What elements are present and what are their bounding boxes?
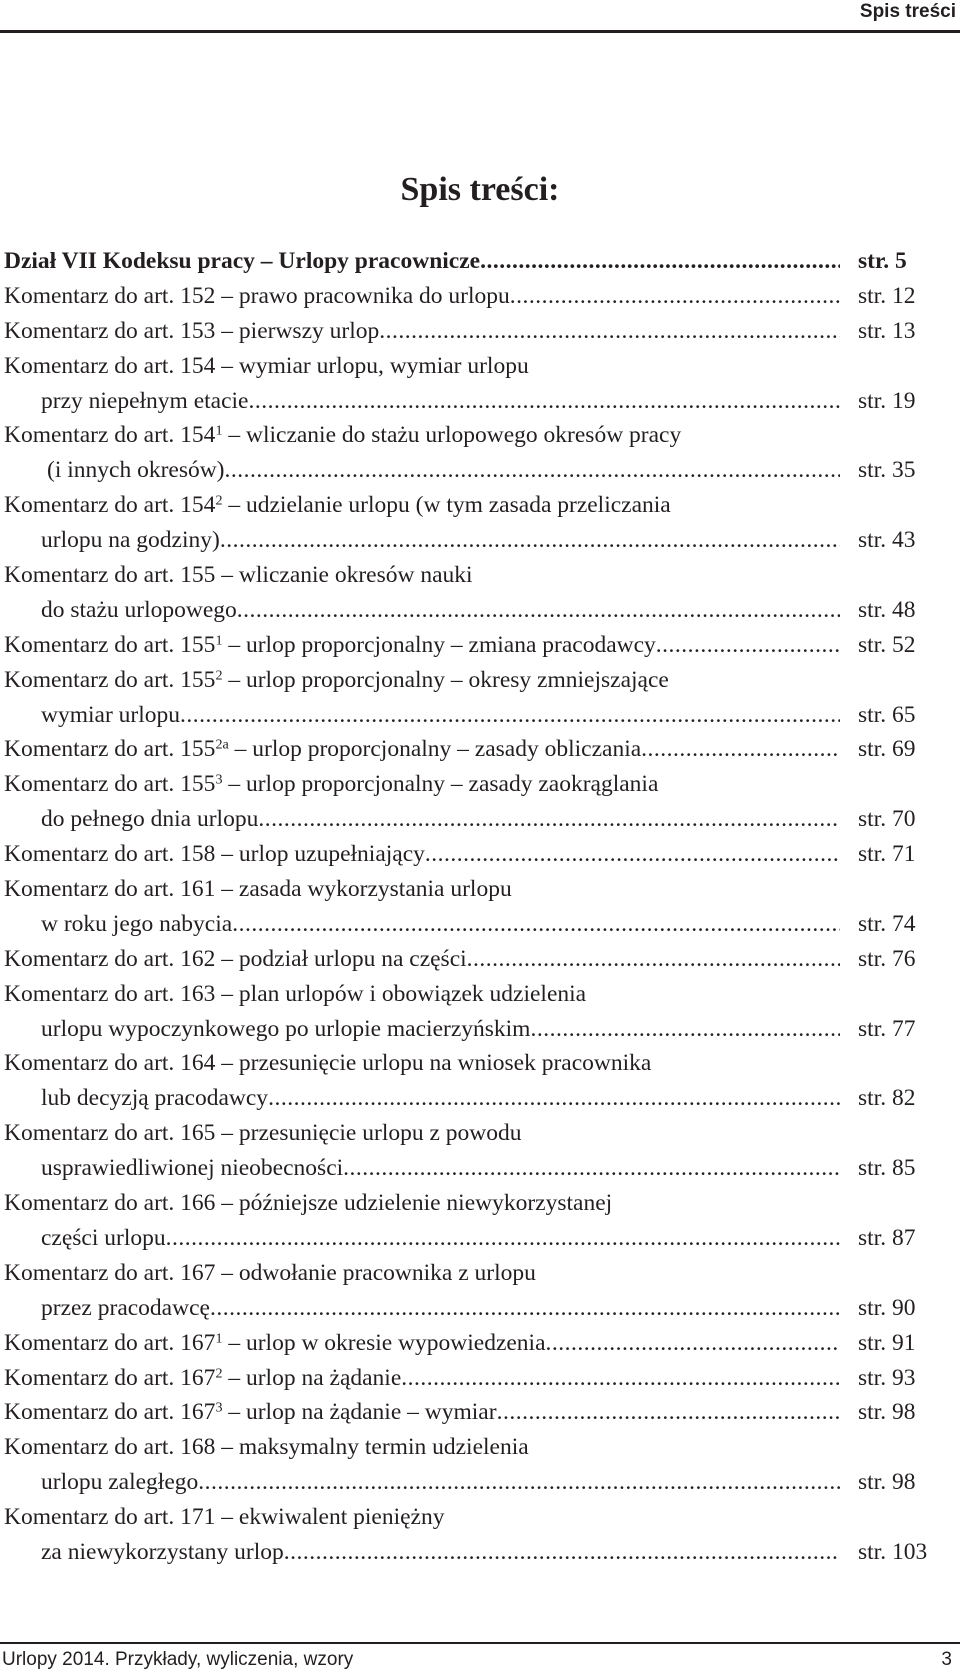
toc-entry-line xyxy=(4,1361,954,1396)
article-superscript: 3 xyxy=(215,771,223,788)
toc-entry-line xyxy=(4,1012,954,1047)
toc-entry xyxy=(4,314,954,349)
toc-entry-text: za niewykorzystany urlop xyxy=(41,1538,284,1565)
dot-leader xyxy=(180,698,840,733)
page-footer xyxy=(0,1648,956,1674)
toc-entry-line xyxy=(4,453,954,488)
toc-entry-line xyxy=(4,279,954,314)
toc-page-number: str. 93 xyxy=(858,1364,916,1391)
toc-entry xyxy=(4,1186,954,1256)
toc-entry-text: Komentarz do art. 164 – przesunięcie urlopu na wniosek pracownika xyxy=(4,1050,652,1077)
toc-page-number: str. 82 xyxy=(858,1085,916,1112)
toc-entry-line xyxy=(4,732,954,767)
footer-publication-title: Urlopy 2014. Przykłady, wyliczenia, wzory xyxy=(2,1649,354,1670)
toc-entry-line xyxy=(4,1116,954,1151)
toc-entry-text: Komentarz do art. 158 – urlop uzupełniający xyxy=(4,841,425,868)
toc-entry-line xyxy=(4,488,954,523)
toc-entry-text: Komentarz do art. 153 – pierwszy urlop xyxy=(4,317,380,344)
dot-leader xyxy=(248,384,840,419)
toc-entry xyxy=(4,418,954,488)
toc-entry-text: do stażu urlopowego xyxy=(41,596,237,623)
toc-entry-line xyxy=(4,523,954,558)
dot-leader xyxy=(379,314,840,349)
toc-entry-line xyxy=(4,942,954,977)
toc-entry-line xyxy=(4,244,954,279)
toc-page-number: str. 87 xyxy=(858,1224,916,1251)
toc-entry xyxy=(4,558,954,628)
page-title: Spis treści: xyxy=(400,171,560,208)
toc-entry xyxy=(4,977,954,1047)
toc-entry-text: Komentarz do art. $155^{2a}$ – urlop proporcjonalny – zasady obliczania xyxy=(4,736,642,763)
article-superscript: 2a xyxy=(215,736,229,753)
toc-page-number: str. 98 xyxy=(858,1399,916,1426)
article-superscript: 1 xyxy=(215,632,223,649)
toc-entry-text: Komentarz do art. 163 – plan urlopów i obowiązek udzielenia xyxy=(4,980,587,1007)
dot-leader xyxy=(467,942,840,977)
toc-entry-text: Komentarz do art. $167^3$ – urlop na żądanie – wymiar xyxy=(4,1399,497,1426)
article-superscript: 2 xyxy=(215,666,223,683)
toc-entry-line xyxy=(4,663,954,698)
toc-page-number: str. 71 xyxy=(858,841,916,868)
dot-leader xyxy=(210,1291,840,1326)
toc-page-number: str. 43 xyxy=(858,527,916,554)
toc-entry-line xyxy=(4,767,954,802)
dot-leader xyxy=(656,628,840,663)
toc-entry-text: Komentarz do art. 152 – prawo pracownika do urlopu xyxy=(4,282,510,309)
toc-entry-line xyxy=(4,1081,954,1116)
toc-entry-text: urlopu na godziny) xyxy=(41,527,220,554)
table-of-contents xyxy=(4,244,954,1570)
toc-entry xyxy=(4,837,954,872)
dot-leader xyxy=(480,244,840,279)
article-superscript: 3 xyxy=(215,1399,223,1416)
toc-entry-text: części urlopu xyxy=(41,1224,166,1251)
toc-entry xyxy=(4,279,954,314)
dot-leader xyxy=(268,1081,840,1116)
toc-entry-text: wymiar urlopu xyxy=(41,701,181,728)
dot-leader xyxy=(258,802,840,837)
dot-leader xyxy=(220,523,840,558)
toc-entry-line xyxy=(4,1535,954,1570)
dot-leader xyxy=(497,1395,840,1430)
toc-entry-text: Komentarz do art. $154^1$ – wliczanie do stażu urlopowego okresów pracy xyxy=(4,422,682,449)
dot-leader xyxy=(237,593,840,628)
toc-entry-text: Komentarz do art. $155^1$ – urlop proporcjonalny – zmiana pracodawcy xyxy=(4,631,656,658)
toc-entry xyxy=(4,767,954,837)
toc-page-number: str. 77 xyxy=(858,1015,916,1042)
toc-entry-text: Komentarz do art. $155^3$ – urlop proporcjonalny – zasady zaokrąglania xyxy=(4,771,659,798)
dot-leader xyxy=(166,1221,840,1256)
toc-entry-line xyxy=(4,1151,954,1186)
toc-entry-line xyxy=(4,1430,954,1465)
toc-entry-line xyxy=(4,802,954,837)
toc-entry xyxy=(4,732,954,767)
toc-entry-text: Komentarz do art. 168 – maksymalny termin udzielenia xyxy=(4,1434,529,1461)
article-superscript: 1 xyxy=(215,422,223,439)
toc-page-number: str. 74 xyxy=(858,910,916,937)
toc-entry-line xyxy=(4,1395,954,1430)
footer-divider xyxy=(0,1642,960,1644)
toc-entry-text: Dział VII Kodeksu pracy – Urlopy pracownicze xyxy=(4,248,481,274)
toc-page-number: str. 12 xyxy=(858,282,916,309)
toc-entry-text: urlopu zaległego xyxy=(41,1469,199,1496)
running-header-title: Spis treści xyxy=(859,1,956,22)
toc-entry-text: usprawiedliwionej nieobecności xyxy=(41,1155,344,1182)
toc-entry xyxy=(4,488,954,558)
toc-page-number: str. 103 xyxy=(858,1538,928,1565)
article-superscript: 1 xyxy=(215,1329,223,1346)
toc-entry xyxy=(4,942,954,977)
dot-leader xyxy=(530,1012,840,1047)
toc-entry-line xyxy=(4,837,954,872)
toc-entry-line xyxy=(4,314,954,349)
toc-entry-text: Komentarz do art. 161 – zasada wykorzystania urlopu xyxy=(4,876,512,903)
toc-page-number: str. 90 xyxy=(858,1294,916,1321)
toc-entry xyxy=(4,1430,954,1500)
toc-entry-text: do pełnego dnia urlopu xyxy=(41,806,259,833)
toc-entry-text: Komentarz do art. $167^1$ – urlop w okresie wypowiedzenia xyxy=(4,1329,546,1356)
header-divider xyxy=(0,30,960,33)
toc-entry xyxy=(4,244,954,279)
dot-leader xyxy=(284,1535,840,1570)
toc-page-number: str. 35 xyxy=(858,457,916,484)
toc-entry xyxy=(4,628,954,663)
toc-entry xyxy=(4,349,954,419)
dot-leader xyxy=(232,907,840,942)
toc-entry-line xyxy=(4,384,954,419)
toc-entry-line xyxy=(4,418,954,453)
toc-entry-line xyxy=(4,1500,954,1535)
toc-entry-text: lub decyzją pracodawcy xyxy=(41,1085,269,1112)
toc-page-number: str. 65 xyxy=(858,701,916,728)
dot-leader xyxy=(425,837,840,872)
toc-entry-line xyxy=(4,1256,954,1291)
toc-entry-line xyxy=(4,907,954,942)
toc-page-number: str. 76 xyxy=(858,945,916,972)
toc-entry-text: Komentarz do art. 166 – późniejsze udzielenie niewykorzystanej xyxy=(4,1190,613,1217)
toc-page-number: str. 70 xyxy=(858,806,916,833)
article-superscript: 2 xyxy=(215,492,223,509)
dot-leader xyxy=(510,279,840,314)
article-superscript: 2 xyxy=(215,1364,223,1381)
toc-entry-text: Komentarz do art. 171 – ekwiwalent pieniężny xyxy=(4,1504,445,1531)
toc-entry-line xyxy=(4,1291,954,1326)
toc-entry-text: Komentarz do art. 165 – przesunięcie urlopu z powodu xyxy=(4,1120,522,1147)
toc-page-number: str. 85 xyxy=(858,1155,916,1182)
toc-page-number: str. 13 xyxy=(858,317,916,344)
toc-page-number: str. 52 xyxy=(858,631,916,658)
toc-entry-line xyxy=(4,349,954,384)
toc-entry-text: Komentarz do art. 162 – podział urlopu na części xyxy=(4,945,467,972)
toc-entry-text: urlopu wypoczynkowego po urlopie macierzyńskim xyxy=(41,1015,531,1042)
toc-page-number: str. 48 xyxy=(858,596,916,623)
toc-entry-text: Komentarz do art. $167^2$ – urlop na żądanie xyxy=(4,1364,402,1391)
toc-page-number: str. 19 xyxy=(858,387,916,414)
toc-entry xyxy=(4,1361,954,1396)
toc-entry-text: w roku jego nabycia xyxy=(41,910,233,937)
toc-entry xyxy=(4,1046,954,1116)
toc-entry-line xyxy=(4,977,954,1012)
toc-entry xyxy=(4,872,954,942)
dot-leader xyxy=(198,1465,840,1500)
toc-entry-text: przy niepełnym etacie xyxy=(41,387,249,414)
dot-leader xyxy=(546,1326,840,1361)
toc-entry-line xyxy=(4,593,954,628)
toc-entry-line xyxy=(4,872,954,907)
toc-entry xyxy=(4,1500,954,1570)
toc-entry-line xyxy=(4,628,954,663)
toc-entry-line xyxy=(4,698,954,733)
toc-page-number: str. 91 xyxy=(858,1329,916,1356)
toc-entry xyxy=(4,1395,954,1430)
dot-leader xyxy=(641,732,840,767)
toc-entry-text: Komentarz do art. 167 – odwołanie pracownika z urlopu xyxy=(4,1259,536,1286)
toc-entry-line xyxy=(4,558,954,593)
dot-leader xyxy=(225,453,840,488)
toc-page-number: str. 69 xyxy=(858,736,916,763)
toc-entry-line xyxy=(4,1326,954,1361)
toc-entry-text: Komentarz do art. $155^2$ – urlop proporcjonalny – okresy zmniejszające xyxy=(4,666,669,693)
toc-entry-line xyxy=(4,1186,954,1221)
toc-entry-text: (i innych okresów) xyxy=(47,457,225,484)
footer-page-number: 3 xyxy=(941,1649,952,1670)
toc-entry-text: Komentarz do art. $154^2$ – udzielanie urlopu (w tym zasada przeliczania xyxy=(4,492,671,519)
toc-entry-text: przez pracodawcę xyxy=(41,1294,210,1321)
toc-entry-line xyxy=(4,1465,954,1500)
toc-entry-text: Komentarz do art. 155 – wliczanie okresów nauki xyxy=(4,562,473,589)
dot-leader xyxy=(343,1151,840,1186)
toc-entry xyxy=(4,663,954,733)
toc-page-number: str. 98 xyxy=(858,1469,916,1496)
toc-entry xyxy=(4,1326,954,1361)
toc-page-number: str. 5 xyxy=(858,248,907,274)
toc-entry xyxy=(4,1116,954,1186)
toc-entry-line xyxy=(4,1221,954,1256)
dot-leader xyxy=(401,1361,840,1396)
toc-entry xyxy=(4,1256,954,1326)
toc-entry-text: Komentarz do art. 154 – wymiar urlopu, wymiar urlopu xyxy=(4,352,529,379)
toc-entry-line xyxy=(4,1046,954,1081)
